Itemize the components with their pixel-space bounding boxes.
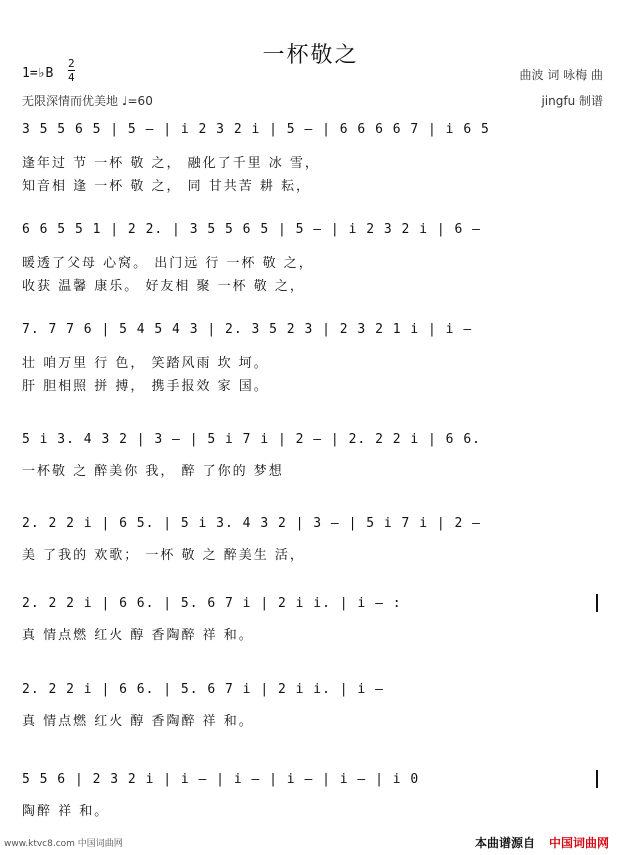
system-1-lyric-1: 逢年过 节 一杯 敬 之， 融化了千里 冰 雪， (22, 156, 320, 171)
footer-site: www.ktvc8.com 中国词曲网 (4, 839, 123, 849)
system-5-lyric-1: 美 了我的 欢歌； 一杯 敬 之 醉美生 活， (22, 548, 305, 563)
page-title: 一杯敬之 (262, 43, 359, 68)
system-6-lyric-1: 真 情点燃 红火 醇 香陶醉 祥 和。 (22, 628, 254, 643)
key-signature: 1=♭B (22, 66, 54, 81)
arranger: jingfu 制谱 (541, 94, 603, 108)
credits: 曲波 词 咏梅 曲 (519, 68, 603, 82)
system-8-notes: 5 5 6 | 2 3 2 i | i – | i – | i – | i – | i 0 (22, 772, 420, 787)
system-1-lyric-2: 知音相 逢 一杯 敬 之， 同 甘共苦 耕 耘， (22, 179, 312, 194)
footer-source-label: 本曲谱源自 (474, 836, 535, 850)
system-7-notes: 2. 2 2 i | 6 6. | 5. 6 7 i | 2 i i. | i – (22, 682, 384, 697)
footer-source (475, 834, 609, 851)
footer-source-link[interactable]: 中国词曲网 (548, 836, 609, 850)
system-4-notes: 5 i 3. 4 3 2 | 3 – | 5 i 7 i | 2 – | 2. 2 2 i | 6 6. (22, 432, 481, 447)
system-4-lyric-1: 一杯敬 之 醉美你 我， 醉 了你的 梦想 (22, 464, 284, 479)
tempo-text: 无限深情而优美地 (22, 94, 119, 108)
system-2-notes: 6 6 5 5 1 | 2 2. | 3 5 5 6 5 | 5 – | i 2 3 2 i | 6 – (22, 222, 481, 237)
tempo-marking (22, 92, 153, 109)
repeat-end-barline (596, 594, 598, 612)
time-sig-top: 2 (68, 57, 75, 70)
system-3-notes: 7. 7 7 6 | 5 4 5 4 3 | 2. 3 5 2 3 | 2 3 2 1 i | i – (22, 322, 473, 337)
system-6-notes: 2. 2 2 i | 6 6. | 5. 6 7 i | 2 i i. | i – : (22, 596, 402, 611)
time-sig-bottom: 4 (68, 71, 75, 84)
system-3-lyric-2: 肝 胆相照 拼 搏， 携手报效 家 国。 (22, 379, 269, 394)
system-2-lyric-1: 暖透了父母 心窝。 出门远 行 一杯 敬 之， (22, 256, 314, 271)
system-8-lyric-1: 陶醉 祥 和。 (22, 804, 110, 819)
tempo-mark: ♩=60 (121, 94, 153, 108)
final-barline (596, 770, 598, 788)
system-7-lyric-1: 真 情点燃 红火 醇 香陶醉 祥 和。 (22, 714, 254, 729)
system-2-lyric-2: 收获 温馨 康乐。 好友相 聚 一杯 敬 之， (22, 279, 305, 294)
system-3-lyric-1: 壮 咱万里 行 色， 笑踏风雨 坎 坷。 (22, 356, 269, 371)
system-1-notes: 3 5 5 6 5 | 5 – | i 2 3 2 i | 5 – | 6 6 6 6 7 | i 6 5 (22, 122, 490, 137)
time-signature (68, 58, 75, 83)
system-5-notes: 2. 2 2 i | 6 5. | 5 i 3. 4 3 2 | 3 – | 5 i 7 i | 2 – (22, 516, 481, 531)
